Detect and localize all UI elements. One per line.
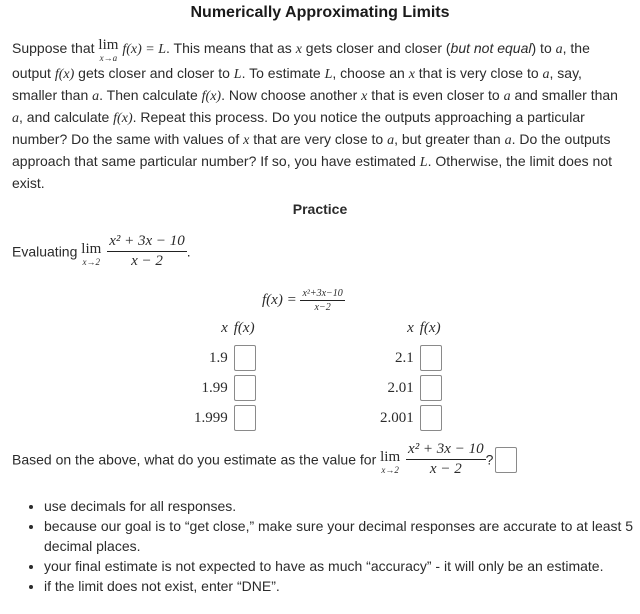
table-row — [191, 373, 259, 403]
var-a: a — [555, 42, 563, 57]
var-a: a — [387, 133, 395, 148]
limit-expression: f(x) = L — [122, 42, 166, 57]
table-row — [191, 343, 259, 373]
fx-column-header: f(x) — [419, 319, 441, 336]
list-item: • your final estimate is not expected to have as much “accuracy” - it will only be an estimate. — [44, 556, 640, 576]
x-value: 2.1 — [395, 349, 414, 366]
intro-text: . Repeat this process. Do you notice the outputs approaching a particular number? Do the same with values of — [12, 109, 585, 147]
var-a: a — [504, 133, 512, 148]
limit-fraction — [406, 441, 486, 478]
page-title: Numerically Approximating Limits — [190, 4, 450, 21]
var-L: L — [324, 67, 333, 82]
var-x: x — [408, 67, 415, 82]
limit-notation — [98, 38, 118, 63]
intro-paragraph — [12, 38, 630, 193]
question-mark: ? — [485, 451, 494, 468]
lim-subscript: x→2 — [82, 257, 101, 267]
fx-input-2.001[interactable] — [420, 405, 442, 431]
function-definition — [262, 288, 345, 313]
var-a: a — [542, 67, 550, 82]
list-item: • because our goal is to “get close,” make sure your decimal responses are accurate to at least 5 decimal places. — [44, 516, 640, 556]
intro-text: . Now choose another — [221, 87, 362, 103]
fx-input-1.99[interactable] — [234, 375, 256, 401]
limit-fraction — [107, 233, 187, 270]
table-row — [377, 343, 445, 373]
var-L: L — [419, 155, 428, 170]
intro-text: . To estimate — [241, 65, 325, 81]
estimate-question — [12, 441, 517, 478]
var-a: a — [12, 111, 19, 126]
intro-text: , say, smaller than — [12, 65, 582, 103]
table-row — [377, 403, 445, 433]
table-header-row — [191, 313, 259, 343]
fraction-numerator: x² + 3x − 10 — [107, 233, 187, 252]
practice-heading: Practice — [292, 201, 348, 217]
intro-text: Suppose that — [12, 40, 99, 56]
list-item: • use decimals for all responses. — [44, 496, 640, 516]
fx-column-header: f(x) — [233, 319, 255, 336]
intro-text: . This means that as — [165, 40, 296, 56]
lim-word: lim — [81, 241, 102, 257]
instructions-list — [24, 496, 640, 596]
intro-text: that is very close to — [414, 65, 543, 81]
function-fraction — [300, 288, 344, 313]
intro-text: . Then calculate — [99, 87, 202, 103]
lim-word: lim — [380, 449, 401, 465]
list-item: • if the limit does not exist, enter “DNE”. — [44, 576, 640, 596]
fx: f(x) — [113, 111, 133, 126]
right-values-table — [377, 313, 445, 433]
limit-notation — [380, 450, 400, 475]
x-value: 2.001 — [380, 409, 414, 426]
var-L: L — [233, 67, 242, 82]
fx: f(x) — [54, 67, 75, 82]
var-a: a — [503, 89, 511, 104]
intro-text: , and calculate — [19, 109, 114, 125]
x-value: 1.99 — [201, 379, 228, 396]
x-value: 2.01 — [387, 379, 414, 396]
lim-word: lim — [98, 37, 119, 53]
evaluating-label: Evaluating — [12, 243, 82, 260]
intro-text: that are very close to — [249, 131, 388, 147]
fx: f(x) — [201, 89, 222, 104]
evaluating-expression — [12, 233, 191, 270]
intro-text: , but greater than — [394, 131, 505, 147]
intro-text: gets closer and closer ( — [301, 40, 451, 56]
fraction-denominator: x−2 — [314, 302, 331, 313]
intro-text: ) to — [531, 40, 556, 56]
fraction-denominator: x − 2 — [131, 253, 163, 269]
table-header-row — [377, 313, 445, 343]
var-a: a — [92, 89, 100, 104]
table-row — [377, 373, 445, 403]
fx-input-2.01[interactable] — [420, 375, 442, 401]
fraction-numerator: x²+3x−10 — [302, 288, 343, 299]
x-value: 1.999 — [194, 409, 228, 426]
var-x: x — [243, 133, 250, 148]
function-lhs: f(x) = — [262, 292, 301, 308]
lim-subscript: x→a — [99, 53, 118, 63]
intro-text: and smaller than — [510, 87, 618, 103]
intro-text: . Otherwise, the limit does not exist. — [12, 153, 612, 191]
x-column-header: x — [407, 319, 414, 336]
fx-input-1.9[interactable] — [234, 345, 256, 371]
var-x: x — [361, 89, 368, 104]
intro-text: . Do the outputs approach that same particular number? If so, you have estimated — [12, 131, 611, 169]
limit-notation — [81, 242, 101, 267]
x-value: 1.9 — [209, 349, 228, 366]
period: . — [186, 243, 191, 260]
left-values-table — [191, 313, 259, 433]
limit-estimate-input[interactable] — [495, 447, 517, 473]
lim-subscript: x→2 — [381, 465, 399, 475]
intro-emphasis: but not equal — [450, 40, 532, 56]
fraction-denominator: x − 2 — [429, 461, 462, 477]
x-column-header: x — [221, 319, 228, 336]
intro-text: gets closer and closer to — [74, 65, 234, 81]
table-row — [191, 403, 259, 433]
intro-text: , the output — [12, 40, 590, 81]
fx-input-1.999[interactable] — [234, 405, 256, 431]
fx-input-2.1[interactable] — [420, 345, 442, 371]
question-text: Based on the above, what do you estimate as the value for — [12, 451, 381, 468]
intro-text: that is even closer to — [367, 87, 504, 103]
intro-text: , choose an — [332, 65, 409, 81]
var-x: x — [295, 42, 302, 57]
fraction-numerator: x² + 3x − 10 — [406, 441, 486, 460]
